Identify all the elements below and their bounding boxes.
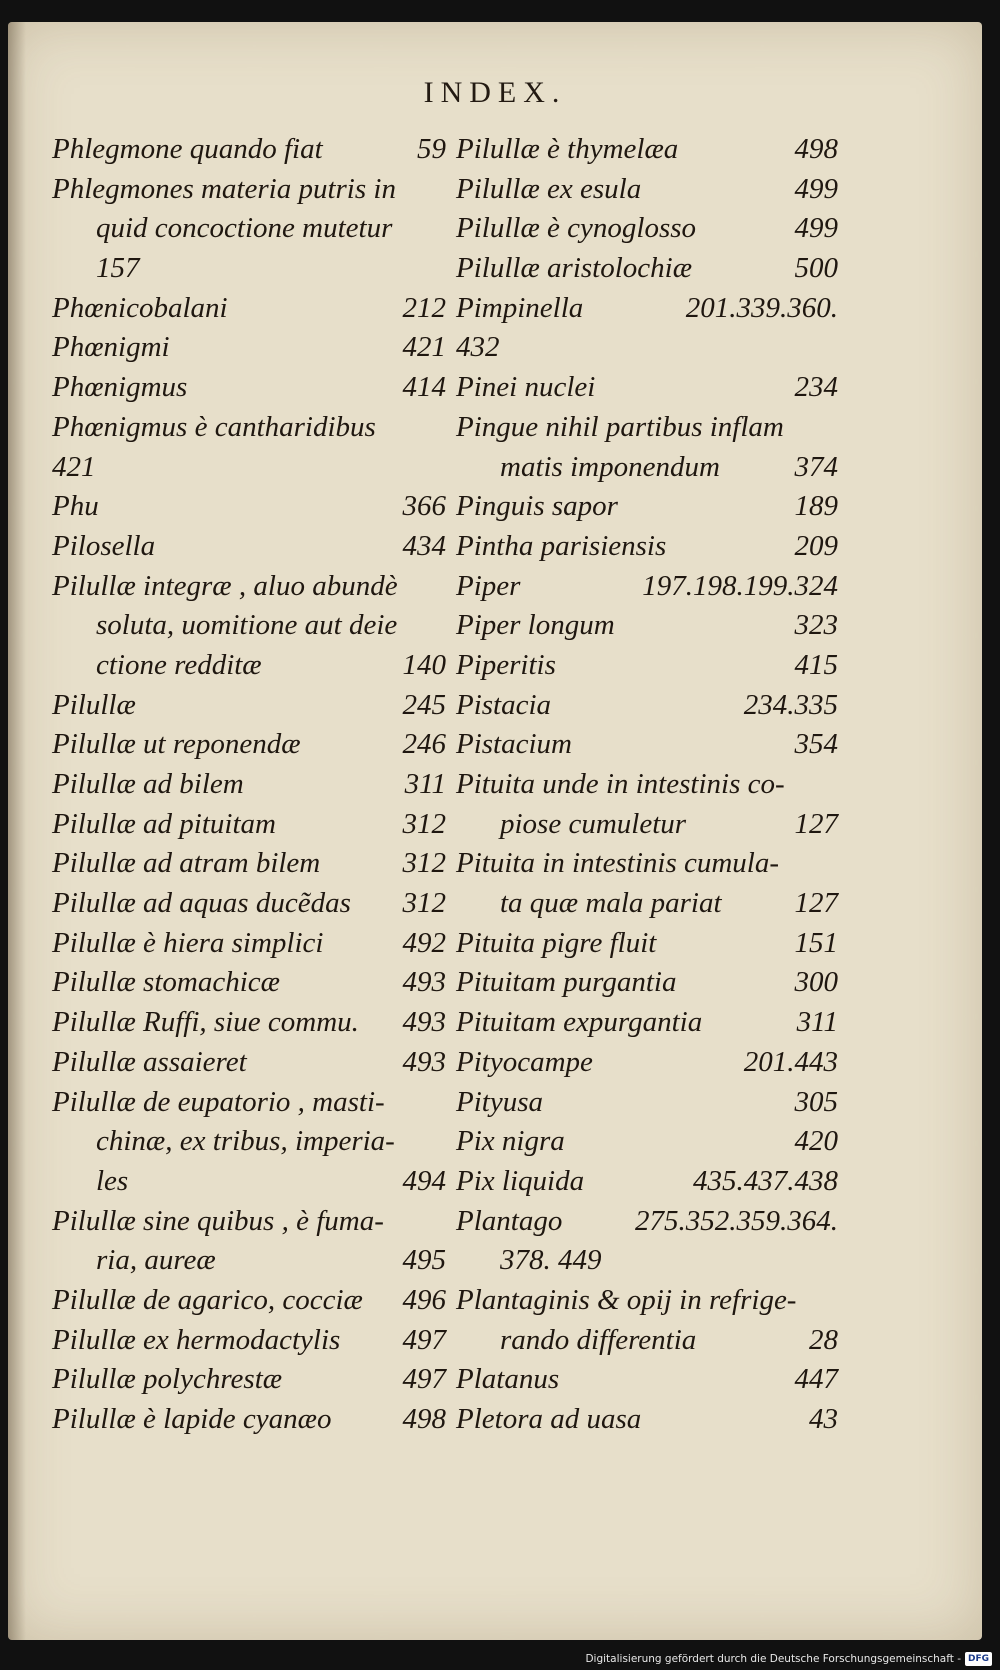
index-entry	[456, 1122, 838, 1162]
index-term: Pintha parisiensis	[456, 529, 667, 562]
index-term: Pilullæ assaieret	[52, 1045, 247, 1078]
index-page-number: 498	[794, 133, 838, 165]
index-page-number: 495	[402, 1244, 446, 1277]
index-term: quid concoctione mutetur	[96, 212, 393, 245]
index-entry	[456, 1162, 838, 1202]
index-term: 421	[52, 450, 96, 483]
index-term: Pilosella	[52, 529, 156, 562]
index-term: Phlegmones materia putris in	[52, 172, 396, 205]
index-term: Pilullæ ex esula	[456, 172, 642, 205]
index-term: Pilullæ de agarico, cocciæ	[52, 1283, 363, 1316]
index-entry	[456, 1281, 838, 1321]
index-page-number: 312	[402, 887, 446, 920]
index-page-number: 189	[794, 490, 838, 523]
index-term: Plantago	[456, 1204, 563, 1237]
index-term: piose cumuletur	[500, 807, 687, 840]
index-term: Pistacia	[456, 688, 552, 721]
index-page-number: 496	[402, 1283, 446, 1316]
index-page-number: 497	[402, 1363, 446, 1396]
page-header: INDEX.	[423, 76, 567, 109]
index-term: 432	[456, 331, 500, 364]
index-term: Pinei nuclei	[456, 371, 596, 404]
index-entry	[52, 1083, 446, 1123]
index-entry	[456, 1043, 838, 1083]
index-term: les	[96, 1164, 129, 1197]
index-page-number: 28	[809, 1323, 838, 1356]
index-page-number: 212	[402, 291, 446, 324]
index-term: rando differentia	[500, 1323, 697, 1356]
index-page-number: 209	[794, 529, 838, 562]
index-entry	[52, 924, 446, 964]
index-entry	[456, 686, 838, 726]
index-entry	[52, 209, 446, 249]
index-term: Pilullæ è lapide cyanæo	[52, 1403, 332, 1435]
index-entry	[456, 606, 838, 646]
index-entry	[456, 567, 838, 607]
index-term: Pilullæ ex hermodactylis	[52, 1323, 341, 1356]
index-page-number: 127	[794, 887, 838, 920]
index-term: Pix liquida	[456, 1164, 585, 1197]
index-page-number: 312	[402, 847, 446, 880]
index-entry	[456, 646, 838, 686]
index-term: ctione redditæ	[96, 648, 262, 681]
index-term: Pinguis sapor	[456, 490, 618, 523]
index-entry	[52, 170, 446, 210]
index-entry	[52, 408, 446, 448]
index-entry	[456, 1400, 838, 1440]
index-term: Pilullæ stomachicæ	[52, 966, 280, 999]
index-page-number: 374	[794, 450, 838, 483]
index-entry	[52, 1122, 446, 1162]
index-term: Pilullæ aristolochiæ	[456, 252, 693, 285]
index-entry	[456, 884, 838, 924]
index-page-number: 234.335	[743, 688, 838, 721]
index-page-number: 498	[402, 1403, 446, 1435]
index-page-number: 246	[402, 728, 446, 761]
index-entry	[52, 527, 446, 567]
index-term: Phlegmone quando fiat	[52, 133, 323, 165]
index-entry	[52, 646, 446, 686]
index-page-number: 151	[794, 926, 838, 959]
index-entry	[52, 1321, 446, 1361]
index-term: Pituitam purgantia	[456, 966, 677, 999]
index-entry	[52, 368, 446, 408]
index-page-number: 493	[402, 1006, 446, 1039]
index-page-number: 497	[402, 1323, 446, 1356]
index-page-number: 201.339.360.	[685, 291, 838, 324]
index-page-number: 500	[794, 252, 838, 285]
index-term: 157	[96, 252, 140, 285]
index-page-number: 499	[794, 212, 838, 245]
index-entry	[456, 844, 838, 884]
index-term: Pilullæ ad pituitam	[52, 807, 276, 840]
page-gutter-shadow	[8, 22, 26, 1640]
index-entry	[456, 1360, 838, 1400]
index-entry	[456, 924, 838, 964]
index-entry	[456, 1083, 838, 1123]
index-page-number: 300	[794, 966, 838, 999]
index-term: chinæ, ex tribus, imperia-	[96, 1125, 395, 1158]
index-page-number: 197.198.199.324	[642, 569, 838, 602]
index-page-number: 245	[402, 688, 446, 721]
index-entry	[456, 1003, 838, 1043]
index-term: Pilullæ ad atram bilem	[52, 847, 321, 880]
index-page-number: 435.437.438	[693, 1164, 838, 1197]
index-term: Pilullæ ad aquas ducẽdas	[52, 887, 351, 920]
index-term: Pituita in intestinis cumula-	[456, 847, 780, 880]
index-entry	[456, 209, 838, 249]
index-entry	[52, 448, 446, 488]
index-entry	[456, 805, 838, 845]
index-entry	[52, 1281, 446, 1321]
index-entry	[52, 1400, 446, 1440]
index-page-number: 492	[402, 926, 446, 959]
index-term: Phœnicobalani	[52, 291, 228, 324]
index-entry	[456, 1321, 838, 1361]
index-term: Pilullæ	[52, 688, 136, 721]
index-term: 378. 449	[500, 1244, 602, 1277]
index-term: Pimpinella	[456, 291, 584, 324]
index-page-number: 305	[794, 1085, 838, 1118]
index-term: Pilullæ de eupatorio , masti-	[52, 1085, 385, 1118]
index-term: Pilullæ ut reponendæ	[52, 728, 301, 761]
index-page-number: 414	[402, 371, 446, 404]
index-page-number: 311	[404, 768, 446, 800]
index-page-number: 494	[402, 1164, 446, 1197]
index-entry	[52, 289, 446, 329]
index-entry	[456, 1202, 838, 1242]
index-page-number: 312	[402, 807, 446, 840]
index-term: Piper	[456, 569, 521, 602]
index-page-number: 499	[794, 172, 838, 205]
index-term: Pityusa	[456, 1085, 543, 1118]
index-page-number: 140	[402, 648, 446, 681]
index-entry	[456, 249, 838, 289]
index-entry	[456, 170, 838, 210]
index-page-number: 493	[402, 966, 446, 999]
index-term: Pilullæ è thymelæa	[456, 133, 679, 165]
index-entry	[52, 130, 446, 170]
index-term: Pilullæ integræ , aluo abundè	[52, 569, 398, 602]
index-entry	[52, 1003, 446, 1043]
index-entry	[52, 725, 446, 765]
index-page-number: 421	[402, 331, 446, 364]
funding-text: Digitalisierung gefördert durch die Deutsche Forschungsgemeinschaft -	[585, 1653, 961, 1665]
index-entry	[456, 725, 838, 765]
index-term: Plantaginis & opij in refrige-	[456, 1283, 797, 1316]
index-page-number: 415	[794, 648, 838, 681]
index-page-number: 43	[809, 1403, 838, 1435]
index-entry	[52, 844, 446, 884]
funding-footer	[585, 1650, 992, 1668]
index-term: Phœnigmus	[52, 371, 188, 404]
index-term: ta quæ mala pariat	[500, 887, 722, 920]
index-entry	[456, 765, 838, 805]
index-entry	[456, 963, 838, 1003]
index-entry	[456, 368, 838, 408]
index-page-number: 234	[794, 371, 838, 404]
index-entry	[52, 487, 446, 527]
index-term: Phœnigmi	[52, 331, 170, 364]
index-entry	[456, 527, 838, 567]
book-page	[8, 22, 982, 1640]
index-entry	[52, 1043, 446, 1083]
index-term: Pix nigra	[456, 1125, 565, 1158]
index-page-number: 434	[402, 529, 446, 562]
index-term: Pilullæ ad bilem	[52, 768, 244, 800]
index-term: Pingue nihil partibus inflam	[456, 410, 784, 443]
index-term: ria, aureæ	[96, 1244, 216, 1277]
index-term: Pilullæ Ruffi, siue commu.	[52, 1006, 359, 1039]
index-term: matis imponendum	[500, 450, 720, 483]
index-page-number: 311	[796, 1006, 838, 1039]
index-entry	[52, 963, 446, 1003]
index-page-number: 354	[794, 728, 838, 761]
index-entry	[456, 408, 838, 448]
index-term: Pituita unde in intestinis co-	[456, 768, 785, 800]
index-term: Pilullæ è hiera simplici	[52, 926, 324, 959]
index-entry	[456, 487, 838, 527]
index-entry	[52, 606, 446, 646]
index-page-number: 366	[402, 490, 446, 523]
index-term: Piperitis	[456, 648, 556, 681]
index-entry	[52, 884, 446, 924]
index-term: Pilullæ sine quibus , è fuma-	[52, 1204, 384, 1237]
index-page-number: 127	[794, 807, 838, 840]
index-page-number: 447	[794, 1363, 838, 1396]
index-term: Platanus	[456, 1363, 560, 1396]
index-entry	[456, 130, 838, 170]
index-entry	[52, 1360, 446, 1400]
index-term: Pityocampe	[456, 1045, 593, 1078]
index-term: Pistacium	[456, 728, 572, 761]
index-column-right	[456, 130, 838, 1440]
dfg-logo: DFG	[965, 1652, 992, 1666]
index-entry	[52, 1202, 446, 1242]
index-entry	[52, 686, 446, 726]
index-column-left	[52, 130, 446, 1440]
index-page-number: 275.352.359.364.	[635, 1204, 838, 1237]
index-page-number: 201.443	[743, 1045, 838, 1078]
index-term: Pletora ad uasa	[456, 1403, 642, 1435]
index-page-number: 59	[417, 133, 446, 165]
index-entry	[456, 289, 838, 329]
index-entry	[52, 805, 446, 845]
index-entry	[52, 1162, 446, 1202]
index-term: soluta, uomitione aut deie	[96, 609, 398, 642]
index-page-number: 493	[402, 1045, 446, 1078]
index-entry	[456, 1241, 838, 1281]
index-entry	[52, 765, 446, 805]
index-entry	[52, 249, 446, 289]
index-entry	[456, 328, 838, 368]
index-page-number: 323	[794, 609, 838, 642]
index-entry	[52, 1241, 446, 1281]
index-entry	[52, 567, 446, 607]
index-entry	[456, 448, 838, 488]
index-term: Pituita pigre fluit	[456, 926, 657, 959]
index-term: Piper longum	[456, 609, 615, 642]
index-term: Pilullæ è cynoglosso	[456, 212, 697, 245]
index-term: Phœnigmus è cantharidibus	[52, 410, 376, 443]
index-term: Phu	[52, 490, 99, 523]
index-entry	[52, 328, 446, 368]
index-term: Pilullæ polychrestæ	[52, 1363, 283, 1396]
index-page-number: 420	[794, 1125, 838, 1158]
index-term: Pituitam expurgantia	[456, 1006, 703, 1039]
